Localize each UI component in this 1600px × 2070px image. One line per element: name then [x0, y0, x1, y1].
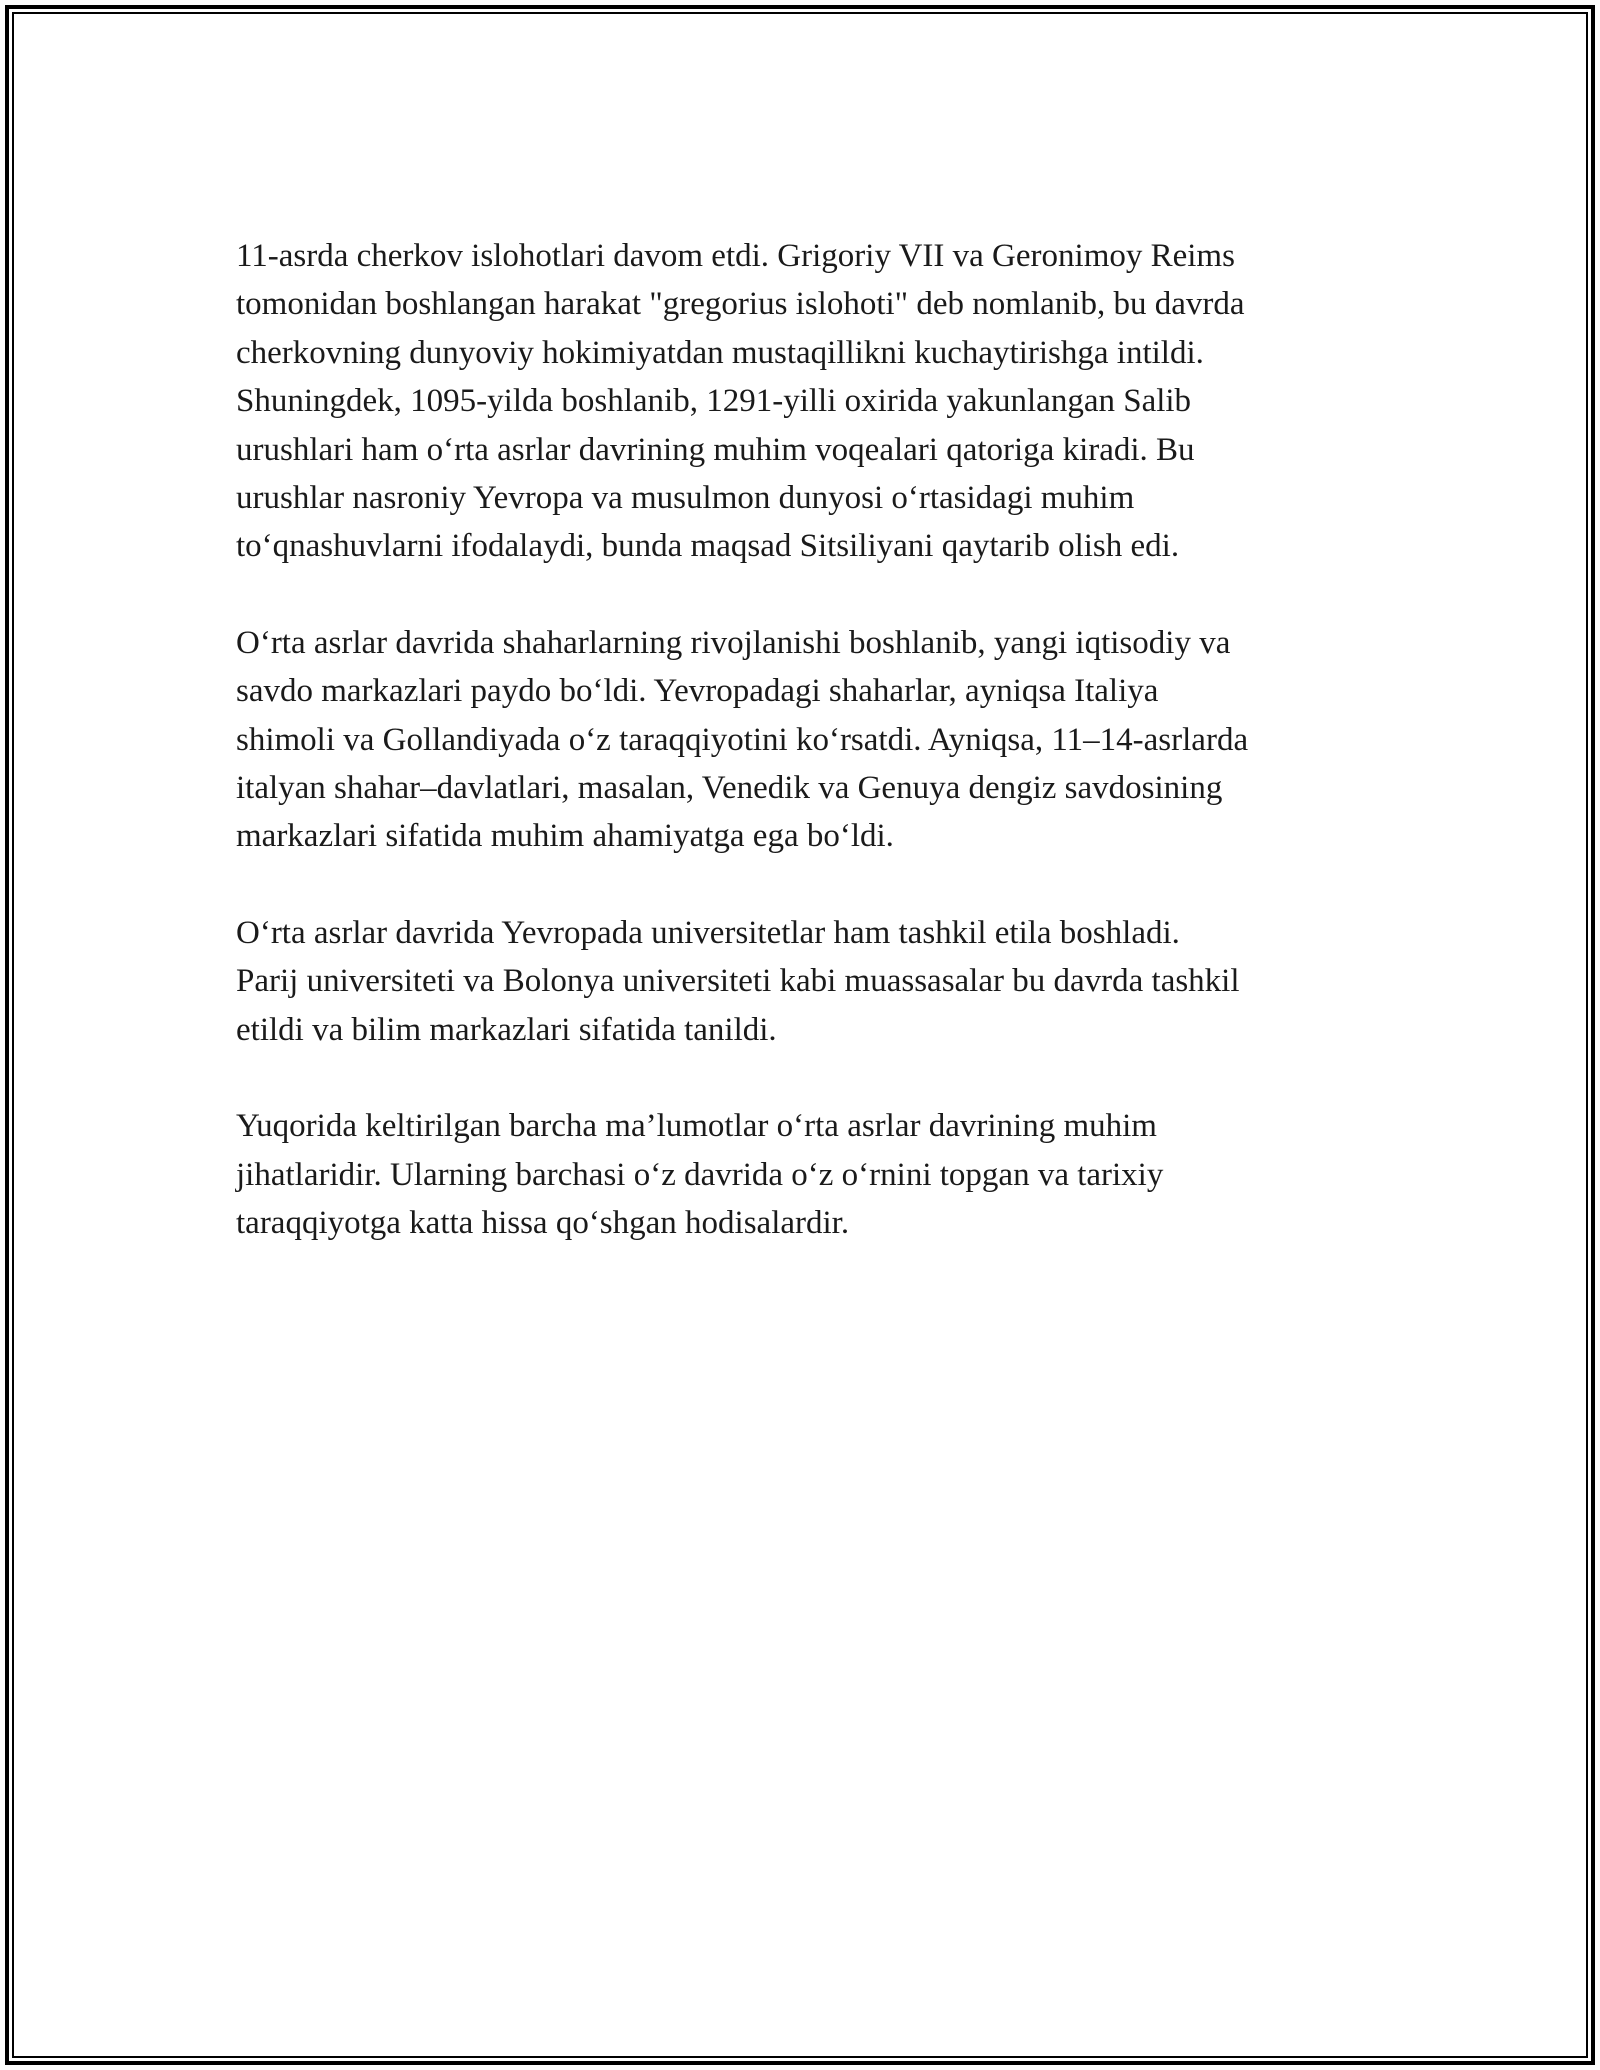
text-line: to‘qnashuvlarni ifodalaydi, bunda maqsad Sitsiliyani qaytarib olish edi. [236, 528, 1180, 565]
paragraph-conclusion [236, 1102, 1386, 1247]
text-line: Parij universiteti va Bolonya universiteti kabi muassasalar bu davrda tashkil [236, 963, 1240, 1000]
paragraph-crusades [236, 232, 1386, 571]
text-line: jihatlaridir. Ularning barchasi o‘z davrida o‘z o‘rnini topgan va tarixiy [236, 1156, 1164, 1193]
paragraph-cities [236, 619, 1386, 861]
text-line: italyan shahar–davlatlari, masalan, Venedik va Genuya dengiz savdosining [236, 770, 1223, 807]
text-line: shimoli va Gollandiyada o‘z taraqqiyotini ko‘rsatdi. Ayniqsa, 11–14-asrlarda [236, 721, 1249, 758]
text-line: etildi va bilim markazlari sifatida tanildi. [236, 1011, 777, 1048]
text-line: urushlar nasroniy Yevropa va musulmon dunyosi o‘rtasidagi muhim [236, 480, 1135, 517]
text-line: urushlari ham o‘rta asrlar davrining muhim voqealari qatoriga kiradi. Bu [236, 431, 1195, 468]
text-line: cherkovning dunyoviy hokimiyatdan mustaqillikni kuchaytirishga intildi. [236, 334, 1204, 371]
document-body [236, 232, 1386, 1295]
paragraph-universities [236, 909, 1386, 1054]
text-line: taraqqiyotga katta hissa qo‘shgan hodisalardir. [236, 1204, 850, 1241]
text-line: O‘rta asrlar davrida shaharlarning rivojlanishi boshlanib, yangi iqtisodiy va [236, 624, 1231, 661]
text-line: markazlari sifatida muhim ahamiyatga ega bo‘ldi. [236, 818, 894, 855]
text-line: O‘rta asrlar davrida Yevropada universitetlar ham tashkil etila boshladi. [236, 914, 1180, 951]
text-line: Yuqorida keltirilgan barcha ma’lumotlar o‘rta asrlar davrining muhim [236, 1108, 1157, 1145]
text-line: 11-asrda cherkov islohotlari davom etdi. Grigoriy VII va Geronimoy Reims [236, 238, 1235, 274]
text-line: Shuningdek, 1095-yilda boshlanib, 1291-yilli oxirida yakunlangan Salib [236, 383, 1192, 420]
text-line: tomonidan boshlangan harakat "gregorius islohoti" deb nomlanib, bu davrda [236, 286, 1245, 323]
text-line: savdo markazlari paydo bo‘ldi. Yevropadagi shaharlar, ayniqsa Italiya [236, 673, 1159, 710]
